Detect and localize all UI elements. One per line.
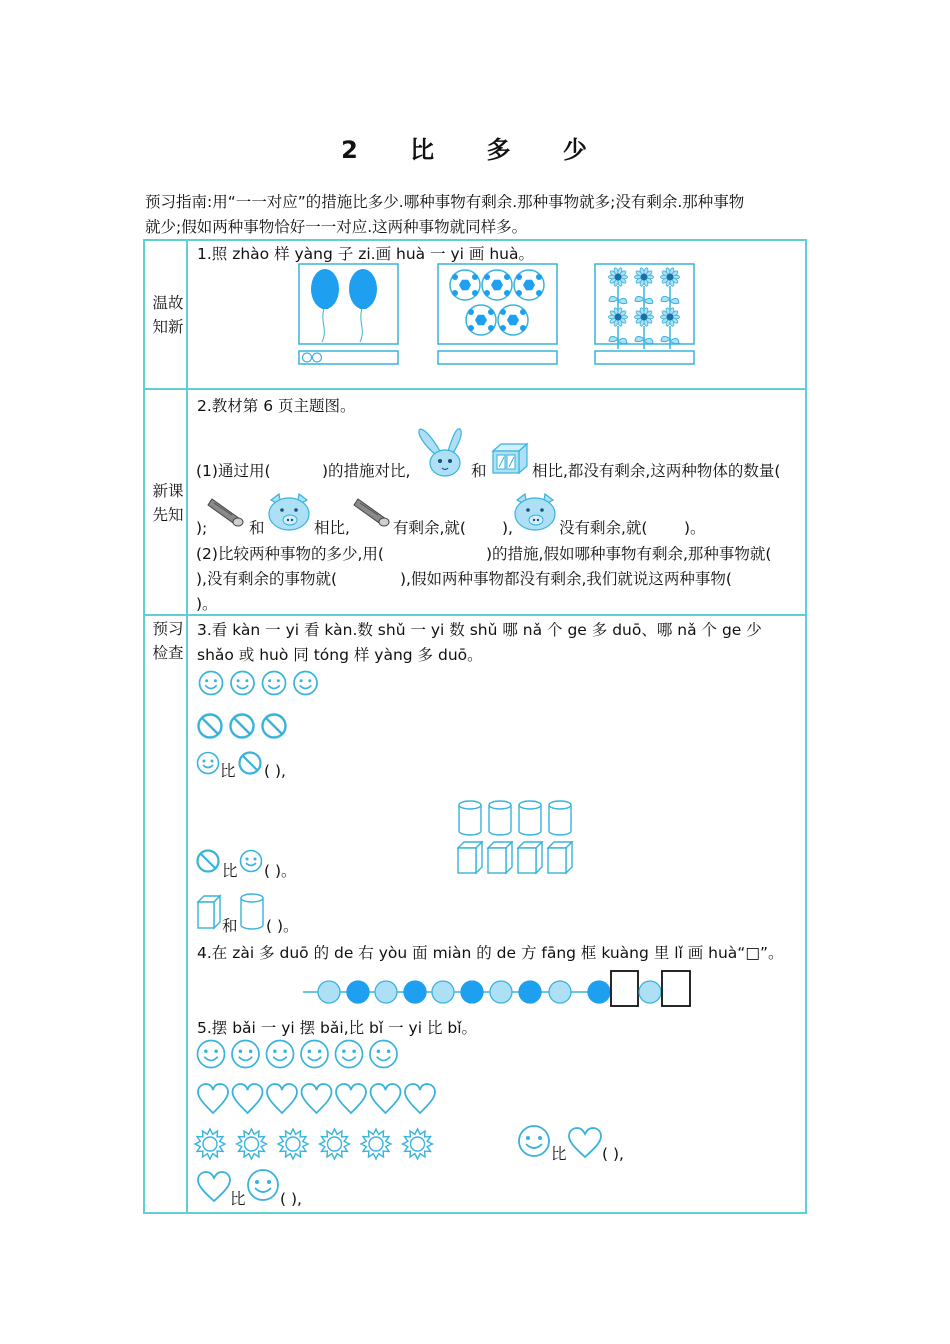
answer-box[interactable]	[662, 971, 690, 1006]
q4-prompt: 4.在 zài 多 duō 的 de 右 yòu 面 miàn 的 de 方 fāng 框 kuàng 里 lǐ 画 huà“□”。	[197, 944, 784, 962]
q2-p2-text-d: ),假如两种事物都没有剩余,我们就说这两种事物(	[400, 570, 732, 588]
q3-prompt-line-2: shǎo 或 huò 同 tóng 样 yàng 多 duō。	[197, 646, 483, 664]
solid-bead	[404, 981, 426, 1003]
sun-icon	[361, 1129, 391, 1159]
guide-line-1: 预习指南:用“一一对应”的措施比多少.哪种事物有剩余.那种事物就多;没有剩余.那种事物	[145, 193, 745, 211]
q3-answer-1: ( ),	[264, 762, 286, 780]
football-icon	[466, 305, 496, 335]
q2-p1-he-1: 和	[471, 462, 487, 480]
no-sign-icon	[238, 751, 262, 775]
heart-icon	[196, 1170, 232, 1204]
no-sign-icon	[199, 715, 222, 738]
q3-answer-2: ( )。	[264, 862, 297, 880]
cube-icon	[196, 894, 222, 930]
no-sign-icon	[196, 849, 220, 873]
heart-icon	[302, 1084, 332, 1113]
cylinder-icon	[549, 801, 571, 835]
heart-icon	[198, 1084, 228, 1113]
smiley-icon	[301, 1041, 328, 1068]
q5-answer-2: ( ),	[280, 1190, 302, 1208]
rabbit-icon	[414, 425, 470, 481]
smiley-icon	[231, 672, 254, 695]
pig-icon	[265, 490, 313, 534]
q2-p1-text-g: ),	[502, 519, 513, 537]
balloon-example	[298, 263, 399, 367]
cube-icon	[518, 842, 542, 873]
football-icon	[482, 270, 512, 300]
q2-p1-text-e: 相比,	[314, 519, 350, 537]
sun-icon	[195, 1129, 225, 1159]
heart-icon	[336, 1084, 366, 1113]
q2-p2-text-c: ),没有剩余的事物就(	[196, 570, 338, 588]
cylinder-icon	[239, 892, 265, 932]
q3-prompt-line-1: 3.看 kàn 一 yi 看 kàn.数 shǔ 一 yi 数 shǔ 哪 nǎ 个 ge 多 duō、哪 nǎ 个 ge 少	[197, 621, 762, 639]
smiley-icon	[294, 672, 317, 695]
no-sign-row	[197, 711, 297, 741]
hollow-bead	[639, 981, 661, 1003]
solid-bead	[347, 981, 369, 1003]
q5-smiley-row	[196, 1038, 406, 1070]
football-icon	[450, 270, 480, 300]
q3-answer-3: ( )。	[266, 917, 299, 935]
smiley-icon	[336, 1041, 363, 1068]
cube-row	[457, 841, 577, 875]
q5-sun-row	[193, 1127, 438, 1161]
smiley-icon	[267, 1041, 294, 1068]
cylinder-row	[457, 800, 577, 838]
solid-bead	[519, 981, 541, 1003]
q3-bi-1: 比	[220, 762, 236, 780]
hollow-bead	[549, 981, 571, 1003]
circle-mark-icon	[303, 353, 312, 362]
football-icon	[514, 270, 544, 300]
q2-p1-text-b: )的措施对比,	[322, 462, 411, 480]
cube-icon	[548, 842, 572, 873]
solid-bead	[588, 981, 610, 1003]
smiley-icon	[517, 1124, 551, 1158]
guide-line-2: 就少;假如两种事物恰好一一对应.这两种事物就同样多。	[145, 218, 528, 236]
q5-prompt: 5.摆 bǎi 一 yi 摆 bǎi,比 bǐ 一 yi 比 bǐ。	[197, 1019, 478, 1037]
sun-icon	[403, 1129, 433, 1159]
table-divider-1	[143, 388, 807, 390]
q3-bi-2: 比	[222, 862, 238, 880]
cylinder-icon	[459, 801, 481, 835]
table-border-top	[143, 239, 807, 241]
cube-icon	[458, 842, 482, 873]
heart-icon	[233, 1084, 263, 1113]
bead-string	[300, 968, 695, 1010]
box-icon	[489, 441, 531, 475]
circle-mark-icon	[313, 353, 322, 362]
sun-icon	[278, 1129, 308, 1159]
hollow-bead	[375, 981, 397, 1003]
wood-log-icon	[352, 493, 394, 529]
solid-bead	[461, 981, 483, 1003]
q2-p2-text-a: (2)比较两种事物的多少,用(	[196, 545, 384, 563]
smiley-icon	[263, 672, 286, 695]
smiley-icon	[200, 672, 223, 695]
section-check-label: 预习 检查	[152, 620, 184, 662]
hollow-bead	[432, 981, 454, 1003]
smiley-icon	[370, 1041, 397, 1068]
sun-icon	[320, 1129, 350, 1159]
smiley-icon	[198, 1041, 225, 1068]
q2-p1-text-c: 相比,都没有剩余,这两种物体的数量(	[532, 462, 781, 480]
q5-heart-row	[195, 1082, 440, 1116]
q2-p1-text-a: (1)通过用(	[196, 462, 271, 480]
hollow-bead	[318, 981, 340, 1003]
q2-p1-text-d: );	[196, 519, 208, 537]
q5-bi-2: 比	[230, 1190, 246, 1208]
balloon-icon	[311, 269, 339, 309]
q1-prompt: 1.照 zhào 样 yàng 子 zi.画 huà 一 yi 画 huà。	[197, 245, 534, 263]
q2-p2-text-b: )的措施,假如哪种事物有剩余,那种事物就(	[486, 545, 772, 563]
smiley-row	[198, 669, 328, 697]
q2-p2-text-e: )。	[196, 595, 218, 613]
table-divider-2	[143, 614, 807, 616]
q3-he: 和	[222, 917, 238, 935]
cylinder-icon	[519, 801, 541, 835]
heart-icon	[567, 1126, 603, 1160]
football-icon	[498, 305, 528, 335]
q2-p1-text-f: 有剩余,就(	[393, 519, 466, 537]
q2-prompt: 2.教材第 6 页主题图。	[197, 397, 356, 415]
heart-icon	[371, 1084, 401, 1113]
cylinder-icon	[489, 801, 511, 835]
answer-box[interactable]	[611, 971, 638, 1006]
table-column-divider	[186, 239, 188, 1214]
section-new-label: 新课 先知	[152, 482, 184, 524]
no-sign-icon	[231, 715, 254, 738]
q2-p1-he-2: 和	[249, 519, 265, 537]
page-title: 2 比 多 少	[341, 136, 609, 164]
q2-p1-text-h: 没有剩余,就(	[559, 519, 648, 537]
smiley-icon	[246, 1168, 280, 1202]
table-border-left	[143, 239, 145, 1214]
balloon-icon	[349, 269, 377, 309]
q5-bi-1: 比	[551, 1145, 567, 1163]
heart-icon	[405, 1084, 435, 1113]
sun-icon	[237, 1129, 267, 1159]
q2-p1-text-i: )。	[684, 519, 706, 537]
smiley-icon	[239, 849, 263, 873]
smiley-icon	[232, 1041, 259, 1068]
table-border-right	[805, 239, 807, 1214]
table-border-bottom	[143, 1212, 807, 1214]
section-review-label: 温故 知新	[152, 294, 184, 336]
pig-icon	[511, 490, 559, 534]
no-sign-icon	[263, 715, 286, 738]
hollow-bead	[490, 981, 512, 1003]
wood-log-icon	[206, 493, 248, 529]
heart-icon	[267, 1084, 297, 1113]
football-example	[437, 263, 558, 367]
flower-example	[594, 263, 695, 367]
q5-answer-1: ( ),	[602, 1145, 624, 1163]
cube-icon	[488, 842, 512, 873]
smiley-icon	[196, 751, 220, 775]
